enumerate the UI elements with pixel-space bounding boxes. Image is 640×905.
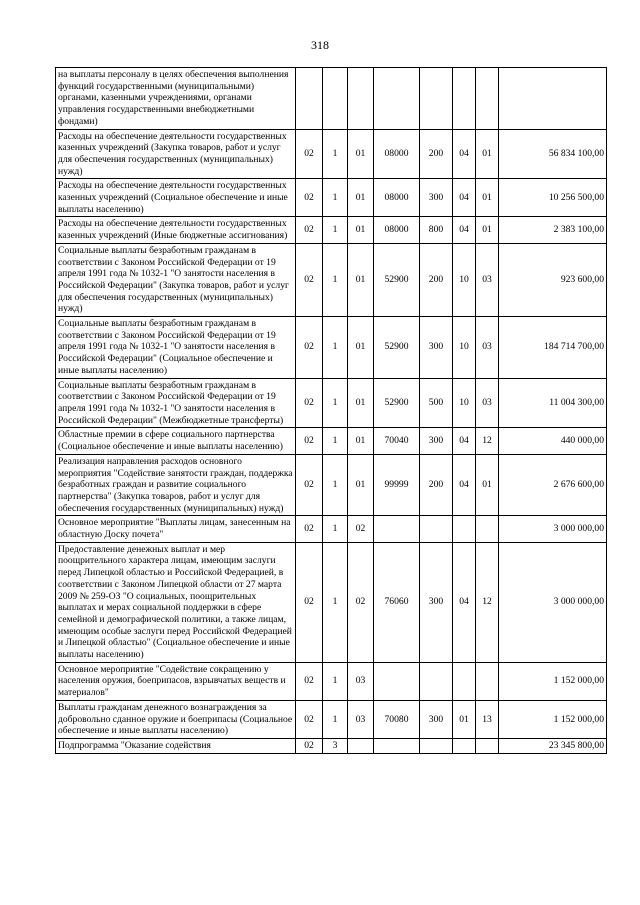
subsection-cell <box>476 662 499 700</box>
amount-cell: 184 714 700,00 <box>499 317 607 379</box>
section-cell: 04 <box>453 542 476 662</box>
row-name-cell: Социальные выплаты безработным гражданам в соответствии с Законом Российской Федерации от 19 апреля 1991 года № 1032-1 "О занятости населения в Российской Федерации" (Межбюджетные трансферты) <box>56 378 296 428</box>
row-name-cell: Расходы на обеспечение деятельности государственных казенных учреждений (Закупка товаров, работ и услуг для обеспечения государственных (муниципальных) нужд) <box>56 129 296 179</box>
program-code-cell: 02 <box>296 542 323 662</box>
subsection-cell <box>476 738 499 753</box>
direction-code-cell: 99999 <box>374 454 420 516</box>
table-row <box>56 454 607 516</box>
event-code-cell <box>348 738 374 753</box>
amount-cell: 1 152 000,00 <box>499 700 607 738</box>
direction-code-cell: 76060 <box>374 542 420 662</box>
section-cell <box>453 738 476 753</box>
row-name-cell: Расходы на обеспечение деятельности государственных казенных учреждений (Иные бюджетные ассигнования) <box>56 217 296 243</box>
section-cell: 10 <box>453 378 476 428</box>
row-name-cell: Расходы на обеспечение деятельности государственных казенных учреждений (Социальное обеспечение и иные выплаты населению) <box>56 179 296 217</box>
expense-type-cell <box>420 516 453 542</box>
section-cell: 10 <box>453 243 476 316</box>
amount-cell: 56 834 100,00 <box>499 129 607 179</box>
subsection-cell <box>476 516 499 542</box>
subprogram-code-cell: 1 <box>323 700 348 738</box>
subprogram-code-cell: 1 <box>323 428 348 454</box>
section-cell <box>453 516 476 542</box>
program-code-cell: 02 <box>296 129 323 179</box>
subsection-cell: 01 <box>476 454 499 516</box>
amount-cell: 3 000 000,00 <box>499 516 607 542</box>
subsection-cell: 03 <box>476 243 499 316</box>
amount-cell: 923 600,00 <box>499 243 607 316</box>
table-row <box>56 378 607 428</box>
page-number: 318 <box>311 38 329 52</box>
subsection-cell: 01 <box>476 217 499 243</box>
table-row <box>56 243 607 316</box>
event-code-cell: 03 <box>348 700 374 738</box>
direction-code-cell <box>374 662 420 700</box>
expense-type-cell: 300 <box>420 317 453 379</box>
amount-cell: 2 383 100,00 <box>499 217 607 243</box>
expense-type-cell <box>420 68 453 130</box>
subprogram-code-cell: 1 <box>323 179 348 217</box>
event-code-cell: 02 <box>348 542 374 662</box>
section-cell: 04 <box>453 428 476 454</box>
program-code-cell: 02 <box>296 428 323 454</box>
subsection-cell: 01 <box>476 179 499 217</box>
subsection-cell: 13 <box>476 700 499 738</box>
row-name-cell: Выплаты гражданам денежного вознаграждения за добровольно сданное оружие и боеприпасы (Социальное обеспечение и иные выплаты населению) <box>56 700 296 738</box>
table-body <box>56 68 607 754</box>
subprogram-code-cell: 1 <box>323 662 348 700</box>
event-code-cell: 01 <box>348 317 374 379</box>
program-code-cell <box>296 68 323 130</box>
direction-code-cell: 08000 <box>374 179 420 217</box>
direction-code-cell <box>374 516 420 542</box>
subsection-cell <box>476 68 499 130</box>
event-code-cell <box>348 68 374 130</box>
amount-cell <box>499 68 607 130</box>
event-code-cell: 01 <box>348 217 374 243</box>
expense-type-cell <box>420 662 453 700</box>
expense-type-cell <box>420 738 453 753</box>
row-name-cell: на выплаты персоналу в целях обеспечения выполнения функций государственными (муниципальными) органами, казенными учреждениями, органами управления государственными внебюджетными фондами) <box>56 68 296 130</box>
direction-code-cell <box>374 738 420 753</box>
subprogram-code-cell: 1 <box>323 317 348 379</box>
table-row <box>56 738 607 753</box>
subprogram-code-cell: 1 <box>323 378 348 428</box>
table-row <box>56 317 607 379</box>
program-code-cell: 02 <box>296 738 323 753</box>
row-name-cell: Областные премии в сфере социального партнерства (Социальное обеспечение и иные выплаты населению) <box>56 428 296 454</box>
amount-cell: 23 345 800,00 <box>499 738 607 753</box>
table-row <box>56 129 607 179</box>
subsection-cell: 01 <box>476 129 499 179</box>
event-code-cell: 02 <box>348 516 374 542</box>
expense-type-cell: 300 <box>420 428 453 454</box>
amount-cell: 10 256 500,00 <box>499 179 607 217</box>
expense-type-cell: 300 <box>420 700 453 738</box>
table-row <box>56 700 607 738</box>
event-code-cell: 01 <box>348 454 374 516</box>
row-name-cell: Подпрограмма "Оказание содействия <box>56 738 296 753</box>
amount-cell: 3 000 000,00 <box>499 542 607 662</box>
section-cell <box>453 68 476 130</box>
section-cell: 04 <box>453 217 476 243</box>
amount-cell: 2 676 600,00 <box>499 454 607 516</box>
expense-type-cell: 200 <box>420 129 453 179</box>
expense-type-cell: 800 <box>420 217 453 243</box>
direction-code-cell: 08000 <box>374 217 420 243</box>
event-code-cell: 01 <box>348 428 374 454</box>
direction-code-cell <box>374 68 420 130</box>
expense-type-cell: 200 <box>420 454 453 516</box>
direction-code-cell: 70040 <box>374 428 420 454</box>
section-cell: 04 <box>453 129 476 179</box>
row-name-cell: Основное мероприятие "Содействие сокращению у населения оружия, боеприпасов, взрывчатых веществ и материалов" <box>56 662 296 700</box>
table-row <box>56 516 607 542</box>
program-code-cell: 02 <box>296 179 323 217</box>
subprogram-code-cell: 3 <box>323 738 348 753</box>
expense-type-cell: 300 <box>420 179 453 217</box>
table-row <box>56 179 607 217</box>
row-name-cell: Реализация направления расходов основного мероприятия "Содействие занятости граждан, поддержка безработных граждан и развитие социального партнерства" (Закупка товаров, работ и услуг для обеспечения государственных (муниципальных) нужд) <box>56 454 296 516</box>
program-code-cell: 02 <box>296 662 323 700</box>
section-cell: 10 <box>453 317 476 379</box>
program-code-cell: 02 <box>296 378 323 428</box>
subsection-cell: 03 <box>476 378 499 428</box>
table-row <box>56 68 607 130</box>
table-row <box>56 217 607 243</box>
direction-code-cell: 52900 <box>374 243 420 316</box>
table-row <box>56 428 607 454</box>
budget-table <box>55 67 607 754</box>
table-row <box>56 542 607 662</box>
row-name-cell: Социальные выплаты безработным гражданам в соответствии с Законом Российской Федерации от 19 апреля 1991 года № 1032-1 "О занятости населения в Российской Федерации" (Социальное обеспечение и иные выплаты населению) <box>56 317 296 379</box>
event-code-cell: 01 <box>348 378 374 428</box>
expense-type-cell: 200 <box>420 243 453 316</box>
subprogram-code-cell: 1 <box>323 454 348 516</box>
subprogram-code-cell: 1 <box>323 516 348 542</box>
direction-code-cell: 08000 <box>374 129 420 179</box>
section-cell: 04 <box>453 179 476 217</box>
program-code-cell: 02 <box>296 516 323 542</box>
program-code-cell: 02 <box>296 317 323 379</box>
expense-type-cell: 500 <box>420 378 453 428</box>
subsection-cell: 12 <box>476 542 499 662</box>
direction-code-cell: 52900 <box>374 378 420 428</box>
table-row <box>56 662 607 700</box>
direction-code-cell: 52900 <box>374 317 420 379</box>
event-code-cell: 01 <box>348 129 374 179</box>
subprogram-code-cell: 1 <box>323 542 348 662</box>
subsection-cell: 03 <box>476 317 499 379</box>
subprogram-code-cell: 1 <box>323 217 348 243</box>
section-cell: 04 <box>453 454 476 516</box>
row-name-cell: Социальные выплаты безработным гражданам в соответствии с Законом Российской Федерации от 19 апреля 1991 года № 1032-1 "О занятости населения в Российской Федерации" (Закупка товаров, работ и услуг для обеспечения государственных (муниципальных) нужд) <box>56 243 296 316</box>
event-code-cell: 03 <box>348 662 374 700</box>
amount-cell: 440 000,00 <box>499 428 607 454</box>
program-code-cell: 02 <box>296 700 323 738</box>
section-cell: 01 <box>453 700 476 738</box>
subsection-cell: 12 <box>476 428 499 454</box>
row-name-cell: Основное мероприятие "Выплаты лицам, занесенным на областную Доску почета" <box>56 516 296 542</box>
row-name-cell: Предоставление денежных выплат и мер поощрительного характера лицам, имеющим заслуги перед Липецкой областью и Российской Федерацией, в соответствии с Законом Липецкой области от 27 марта 2009 № 259-ОЗ "О социальных, поощрительных выплатах и мерах социальной поддержки в сфере семейной и демографической политики, а также лицам, имеющим особые заслуги перед Российской Федерацией и Липецкой областью" (Социальное обеспечение и иные выплаты населению) <box>56 542 296 662</box>
program-code-cell: 02 <box>296 217 323 243</box>
subprogram-code-cell <box>323 68 348 130</box>
program-code-cell: 02 <box>296 454 323 516</box>
direction-code-cell: 70080 <box>374 700 420 738</box>
subprogram-code-cell: 1 <box>323 243 348 316</box>
subprogram-code-cell: 1 <box>323 129 348 179</box>
section-cell <box>453 662 476 700</box>
amount-cell: 11 004 300,00 <box>499 378 607 428</box>
event-code-cell: 01 <box>348 179 374 217</box>
expense-type-cell: 300 <box>420 542 453 662</box>
amount-cell: 1 152 000,00 <box>499 662 607 700</box>
event-code-cell: 01 <box>348 243 374 316</box>
program-code-cell: 02 <box>296 243 323 316</box>
